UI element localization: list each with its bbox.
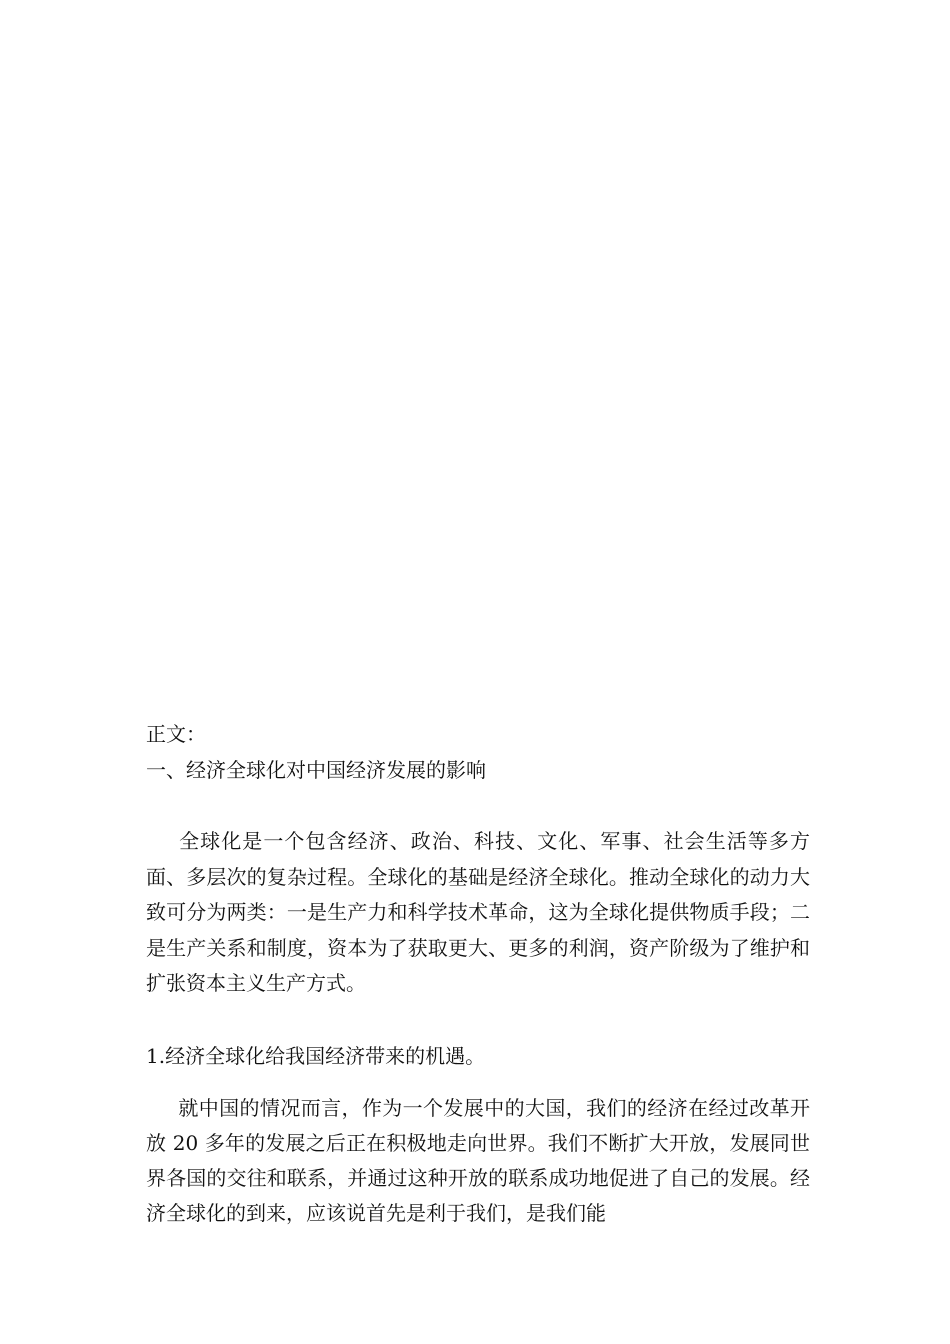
paragraph-text: 全球化是一个包含经济、政治、科技、文化、军事、社会生活等多方面、多层次的复杂过程。全球化的基础是经济全球化。推动全球化的动力大致可分为两类：一是生产力和科学技术革命，这为全球化提供物质手段；二是生产关系和制度，资本为了获取更大、更多的利润，资产阶级为了维护和扩张资本主义生产方式。	[146, 829, 810, 995]
section-label: 正文：	[146, 722, 206, 746]
body-paragraph-opportunities	[146, 1091, 810, 1231]
section-heading: 一、经济全球化对中国经济发展的影响	[146, 758, 486, 782]
body-paragraph-globalization	[146, 824, 810, 1002]
subsection-heading: 1.经济全球化给我国经济带来的机遇。	[146, 1044, 486, 1068]
paragraph-text: 就中国的情况而言，作为一个发展中的大国，我们的经济在经过改革开放 20 多年的发展之后正在积极地走向世界。我们不断扩大开放，发展同世界各国的交往和联系，并通过这种开放的联系成功地促进了自己的发展。经济全球化的到来，应该说首先是利于我们，是我们能	[146, 1096, 810, 1225]
